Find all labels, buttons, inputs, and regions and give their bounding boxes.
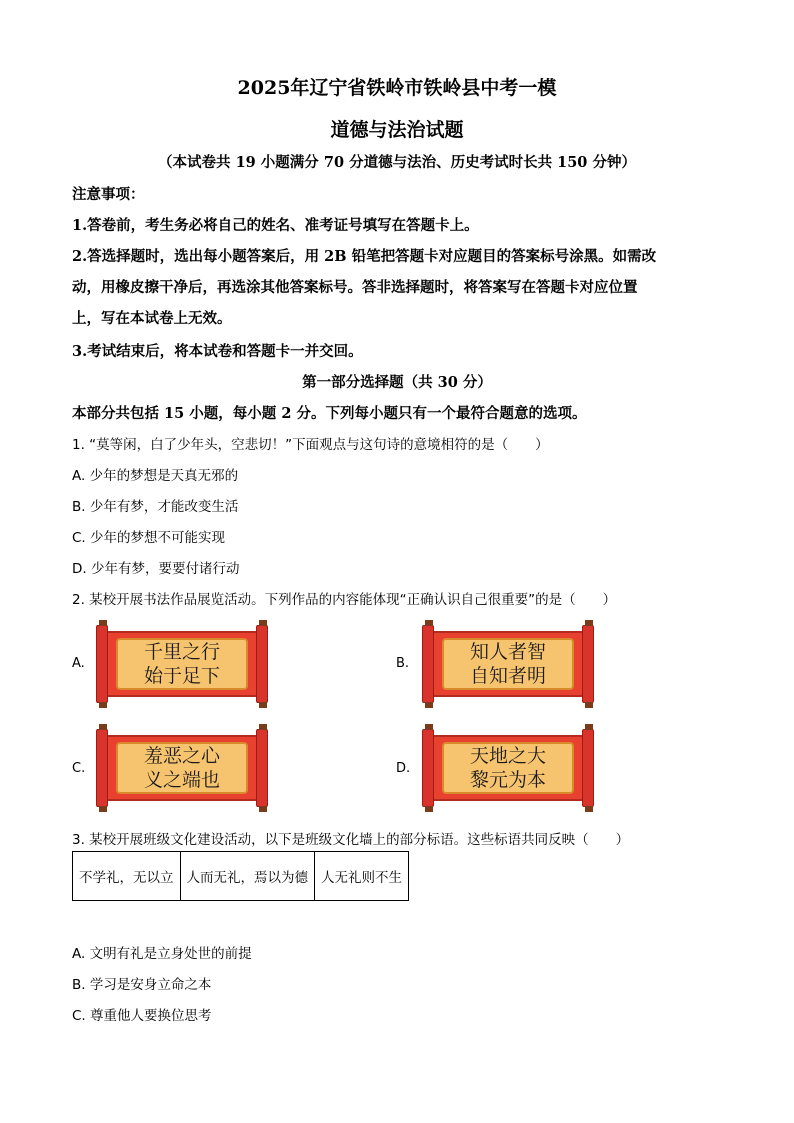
q2-option-b-scroll [422,625,594,703]
q3-option-a: A. 文明有礼是立身处世的前提 [72,946,252,962]
q2-option-a-scroll [96,625,268,703]
q1-stem: 1. “莫等闲，白了少年头，空悲切！”下面观点与这句诗的意境相符的是（ ） [72,437,549,453]
notice-item-1: 1.答卷前，考生务必将自己的姓名、准考证号填写在答题卡上。 [72,217,479,234]
exam-title: 2025年辽宁省铁岭市铁岭县中考一模 [237,77,557,99]
q2-option-c-scroll [96,729,268,807]
slogan-cell-2: 人而无礼，焉以为德 [180,852,315,901]
slogan-cell-3: 人无礼则不生 [315,852,409,901]
notice-heading: 注意事项： [72,186,145,203]
q3-stem: 3. 某校开展班级文化建设活动，以下是班级文化墙上的部分标语。这些标语共同反映（ ） [72,832,630,848]
q2-option-d-scroll [422,729,594,807]
notice-item-2-cont: 动，用橡皮擦干净后，再选涂其他答案标号。答非选择题时，将答案写在答题卡对应位置 [72,279,638,296]
scroll-line-1: 千里之行 [143,641,220,663]
notice-item-2-end: 上，写在本试卷上无效。 [72,310,232,327]
scroll-line-2: 黎元为本 [469,769,546,791]
q2-option-d-label: D. [396,761,411,776]
scroll-line-1: 羞恶之心 [143,745,220,767]
q1-option-a: A. 少年的梦想是天真无邪的 [72,468,239,484]
exam-subject-title: 道德与法治试题 [330,119,464,141]
q2-stem: 2. 某校开展书法作品展览活动。下列作品的内容能体现“正确认识自己很重要”的是（ ） [72,592,617,608]
q1-option-b: B. 少年有梦，才能改变生活 [72,499,239,515]
exam-info: （本试卷共 19 小题满分 70 分道德与法治、历史考试时长共 150 分钟） [158,154,636,171]
q3-slogan-table [72,851,409,901]
table-row [73,852,409,901]
section-heading: 第一部分选择题（共 30 分） [302,374,492,391]
notice-item-3: 3.考试结束后，将本试卷和答题卡一并交回。 [72,343,363,360]
slogan-cell-1: 不学礼，无以立 [73,852,181,901]
scroll-line-2: 义之端也 [143,769,220,791]
q3-option-b: B. 学习是安身立命之本 [72,977,212,993]
q2-option-a-label: A. [72,656,85,671]
scroll-line-2: 自知者明 [469,665,546,687]
q2-option-c-label: C. [72,761,86,776]
scroll-line-1: 天地之大 [469,745,546,767]
q3-option-c: C. 尊重他人要换位思考 [72,1008,212,1024]
scroll-line-1: 知人者智 [469,641,546,663]
q2-option-b-label: B. [396,656,410,671]
q1-option-c: C. 少年的梦想不可能实现 [72,530,226,546]
notice-item-2: 2.答选择题时，选出每小题答案后，用 2B 铅笔把答题卡对应题目的答案标号涂黑。如需改 [72,248,657,265]
q1-option-d: D. 少年有梦，要要付诸行动 [72,561,240,577]
scroll-line-2: 始于足下 [143,665,220,687]
section-intro: 本部分共包括 15 小题，每小题 2 分。下列每小题只有一个最符合题意的选项。 [72,405,587,422]
